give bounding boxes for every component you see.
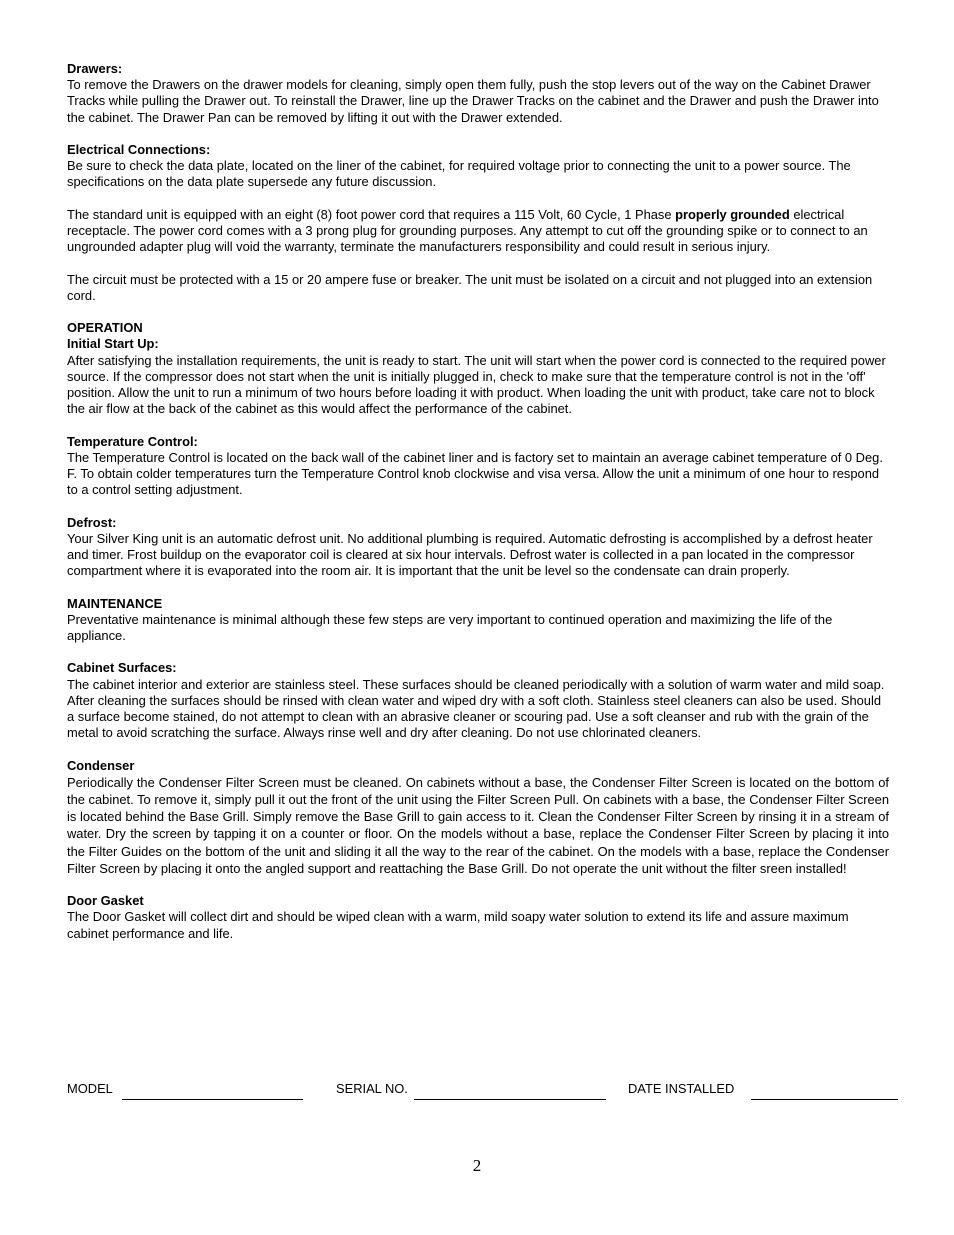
maintenance-heading: MAINTENANCE	[67, 595, 163, 611]
model-label: MODEL	[67, 1081, 113, 1096]
condenser-heading: Condenser	[67, 757, 135, 773]
date-installed-label: DATE INSTALLED	[628, 1081, 735, 1096]
cabinet-surfaces-heading: Cabinet Surfaces:	[67, 660, 177, 676]
section-defrost	[67, 515, 889, 580]
page-number: 2	[472, 1156, 482, 1175]
cabinet-surfaces-text: The cabinet interior and exterior are stainless steel. These surfaces should be cleaned periodically with a solution of warm water and mild soap. After cleaning the surfaces should be rinsed with clean water and wiped dry with a soft cloth. Stainless steel cleaners can also be used. Should a surface become stained, do not attempt to clean with an abrasive cleaner or scouring pad. Use a soft cleanser and rub with the grain of the metal to avoid scratching the surface. Always rinse well and dry after cleaning. Do not use chlorinated cleaners.	[67, 676, 885, 741]
date-installed-blank-line[interactable]	[751, 1099, 898, 1100]
initial-start-up-heading: Initial Start Up:	[67, 336, 159, 352]
electrical-text-1: Be sure to check the data plate, located on the liner of the cabinet, for required voltage prior to connecting the unit to a power source. The specifications on the data plate supersede any future discussion.	[67, 158, 851, 190]
section-temperature-control	[67, 434, 889, 499]
temperature-control-text: The Temperature Control is located on the back wall of the cabinet liner and is factory set to maintain an average cabinet temperature of 0 Deg. F. To obtain colder temperatures turn the Temperature Control knob clockwise and visa versa. Allow the unit a minimum of one hour to respond to a control setting adjustment.	[67, 449, 883, 498]
registration-fields	[67, 1081, 902, 1105]
section-maintenance	[67, 596, 889, 645]
model-blank-line[interactable]	[122, 1099, 303, 1100]
page-content	[67, 61, 889, 942]
initial-start-up-text: After satisfying the installation requirements, the unit is ready to start. The unit will start when the power cord is connected to the required power source. If the compressor does not start when the unit is initially plugged in, check to make sure that the temperature control is not in the 'off' position. Allow the unit to run a minimum of two hours before loading it with product. When loading the unit with product, take care not to block the air flow at the back of the cabinet as this would affect the performance of the cabinet.	[67, 352, 886, 417]
electrical-text-2-start: The standard unit is equipped with an eight (8) foot power cord that requires a 115 Volt, 60 Cycle, 1 Phase	[67, 206, 676, 222]
section-operation	[67, 320, 889, 417]
temperature-control-heading: Temperature Control:	[67, 433, 198, 449]
electrical-text-2-end: electrical receptacle. The power cord comes with a 3 prong plug for grounding purposes. Any attempt to cut off the grounding spike or to connect to an ungrounded adapter plug will void the warranty, terminate the manufacturers responsibility and could result in serious injury.	[67, 206, 868, 255]
door-gasket-heading: Door Gasket	[67, 893, 144, 909]
electrical-text-3: The circuit must be protected with a 15 or 20 ampere fuse or breaker. The unit must be isolated on a circuit and not plugged into an extension cord.	[67, 271, 873, 303]
defrost-text: Your Silver King unit is an automatic defrost unit. No additional plumbing is required. Automatic defrosting is accomplished by a defrost heater and timer. Frost buildup on the evaporator coil is cleared at six hour intervals. Defrost water is collected in a pan located in the compressor compartment where it is evaporated into the room air. It is important that the unit be level so the condensate can drain properly.	[67, 530, 873, 579]
maintenance-text: Preventative maintenance is minimal although these few steps are very important to continued operation and maximizing the life of the appliance.	[67, 611, 833, 643]
section-condenser	[67, 758, 889, 877]
defrost-heading: Defrost:	[67, 514, 117, 530]
operation-heading: OPERATION	[67, 320, 143, 336]
door-gasket-text: The Door Gasket will collect dirt and should be wiped clean with a warm, mild soapy water solution to extend its life and assure maximum cabinet performance and life.	[67, 909, 849, 941]
section-cabinet-surfaces	[67, 660, 889, 741]
condenser-text: Periodically the Condenser Filter Screen must be cleaned. On cabinets without a base, the Condenser Filter Screen is located on the bottom of the cabinet. To remove it, simply pull it out the front of the unit using the Filter Screen Pull. On cabinets with a base, the Condenser Filter Screen is located behind the Base Grill. Simply remove the Base Grill to gain access to it. Clean the Condenser Filter Screen by rinsing it in a stream of water. Dry the screen by tapping it on a counter or floor. On the models without a base, replace the Condenser Filter Screen by placing it into the Filter Guides on the bottom of the unit and sliding it all the way to the rear of the cabinet. On the models with a base, replace the Condenser Filter Screen by placing it onto the angled support and reattaching the Base Grill. Do not operate the unit without the filter sreen installed!	[67, 774, 889, 876]
electrical-text-2	[67, 207, 889, 256]
drawers-heading: Drawers:	[67, 61, 123, 76]
serial-blank-line[interactable]	[414, 1099, 606, 1100]
section-door-gasket	[67, 893, 889, 942]
section-drawers	[67, 61, 889, 126]
drawers-text: To remove the Drawers on the drawer models for cleaning, simply open them fully, push the stop levers out of the way on the Cabinet Drawer Tracks while pulling the Drawer out. To reinstall the Drawer, line up the Drawer Tracks on the cabinet and the Drawer and push the Drawer into the cabinet. The Drawer Pan can be removed by lifting it out with the Drawer extended.	[67, 77, 879, 125]
section-electrical	[67, 142, 889, 304]
electrical-text-2-emphasis: properly grounded	[675, 206, 790, 222]
serial-label: SERIAL NO.	[336, 1081, 408, 1096]
electrical-heading: Electrical Connections:	[67, 142, 211, 157]
